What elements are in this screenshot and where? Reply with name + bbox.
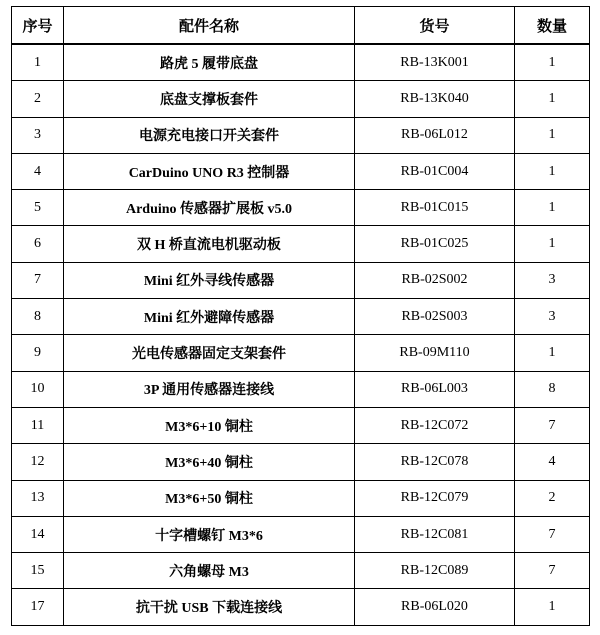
row-index: 1 <box>12 44 64 81</box>
table-row <box>12 299 590 335</box>
row-quantity: 1 <box>515 226 590 262</box>
row-index: 7 <box>12 262 64 298</box>
row-quantity: 2 <box>515 480 590 516</box>
table-row <box>12 407 590 443</box>
row-sku: RB-13K001 <box>355 44 515 81</box>
row-part-name: 光电传感器固定支架套件 <box>64 335 355 371</box>
row-sku: RB-09M110 <box>355 335 515 371</box>
row-part-name: 路虎 5 履带底盘 <box>64 44 355 81</box>
row-index: 5 <box>12 190 64 226</box>
row-part-name: 六角螺母 M3 <box>64 553 355 589</box>
row-quantity: 7 <box>515 553 590 589</box>
table-row <box>12 589 590 625</box>
row-quantity: 8 <box>515 371 590 407</box>
table-row <box>12 117 590 153</box>
row-quantity: 3 <box>515 262 590 298</box>
table-row <box>12 444 590 480</box>
row-quantity: 1 <box>515 589 590 625</box>
table-body <box>12 44 590 625</box>
row-sku: RB-01C015 <box>355 190 515 226</box>
table-header-row <box>12 7 590 45</box>
row-part-name: M3*6+40 铜柱 <box>64 444 355 480</box>
row-part-name: Mini 红外寻线传感器 <box>64 262 355 298</box>
row-sku: RB-06L003 <box>355 371 515 407</box>
row-index: 9 <box>12 335 64 371</box>
table-row <box>12 226 590 262</box>
row-part-name: 3P 通用传感器连接线 <box>64 371 355 407</box>
row-quantity: 1 <box>515 44 590 81</box>
row-quantity: 1 <box>515 153 590 189</box>
row-sku: RB-12C078 <box>355 444 515 480</box>
header-name: 配件名称 <box>64 7 355 45</box>
row-part-name: 双 H 桥直流电机驱动板 <box>64 226 355 262</box>
row-part-name: M3*6+10 铜柱 <box>64 407 355 443</box>
table-row <box>12 516 590 552</box>
header-index: 序号 <box>12 7 64 45</box>
row-part-name: 底盘支撑板套件 <box>64 81 355 117</box>
parts-list-table <box>11 6 590 626</box>
row-part-name: Arduino 传感器扩展板 v5.0 <box>64 190 355 226</box>
table-row <box>12 553 590 589</box>
row-index: 4 <box>12 153 64 189</box>
row-index: 3 <box>12 117 64 153</box>
row-part-name: 十字槽螺钉 M3*6 <box>64 516 355 552</box>
row-index: 13 <box>12 480 64 516</box>
row-quantity: 3 <box>515 299 590 335</box>
row-part-name: 抗干扰 USB 下载连接线 <box>64 589 355 625</box>
table-row <box>12 262 590 298</box>
row-index: 10 <box>12 371 64 407</box>
table-row <box>12 335 590 371</box>
row-sku: RB-12C081 <box>355 516 515 552</box>
row-part-name: M3*6+50 铜柱 <box>64 480 355 516</box>
row-sku: RB-12C089 <box>355 553 515 589</box>
table-row <box>12 44 590 81</box>
row-quantity: 7 <box>515 407 590 443</box>
table-row <box>12 153 590 189</box>
row-index: 14 <box>12 516 64 552</box>
row-index: 6 <box>12 226 64 262</box>
row-quantity: 4 <box>515 444 590 480</box>
row-index: 12 <box>12 444 64 480</box>
table-row <box>12 190 590 226</box>
header-qty: 数量 <box>515 7 590 45</box>
row-quantity: 1 <box>515 117 590 153</box>
row-part-name: Mini 红外避障传感器 <box>64 299 355 335</box>
row-quantity: 1 <box>515 81 590 117</box>
row-part-name: 电源充电接口开关套件 <box>64 117 355 153</box>
row-index: 15 <box>12 553 64 589</box>
row-sku: RB-06L012 <box>355 117 515 153</box>
row-sku: RB-12C079 <box>355 480 515 516</box>
row-quantity: 1 <box>515 335 590 371</box>
row-sku: RB-06L020 <box>355 589 515 625</box>
row-index: 17 <box>12 589 64 625</box>
table-row <box>12 81 590 117</box>
row-sku: RB-02S002 <box>355 262 515 298</box>
row-sku: RB-01C004 <box>355 153 515 189</box>
header-sku: 货号 <box>355 7 515 45</box>
table-row <box>12 371 590 407</box>
row-sku: RB-13K040 <box>355 81 515 117</box>
row-index: 2 <box>12 81 64 117</box>
table-row <box>12 480 590 516</box>
row-index: 8 <box>12 299 64 335</box>
row-part-name: CarDuino UNO R3 控制器 <box>64 153 355 189</box>
row-quantity: 1 <box>515 190 590 226</box>
row-sku: RB-12C072 <box>355 407 515 443</box>
row-index: 11 <box>12 407 64 443</box>
row-quantity: 7 <box>515 516 590 552</box>
row-sku: RB-01C025 <box>355 226 515 262</box>
row-sku: RB-02S003 <box>355 299 515 335</box>
